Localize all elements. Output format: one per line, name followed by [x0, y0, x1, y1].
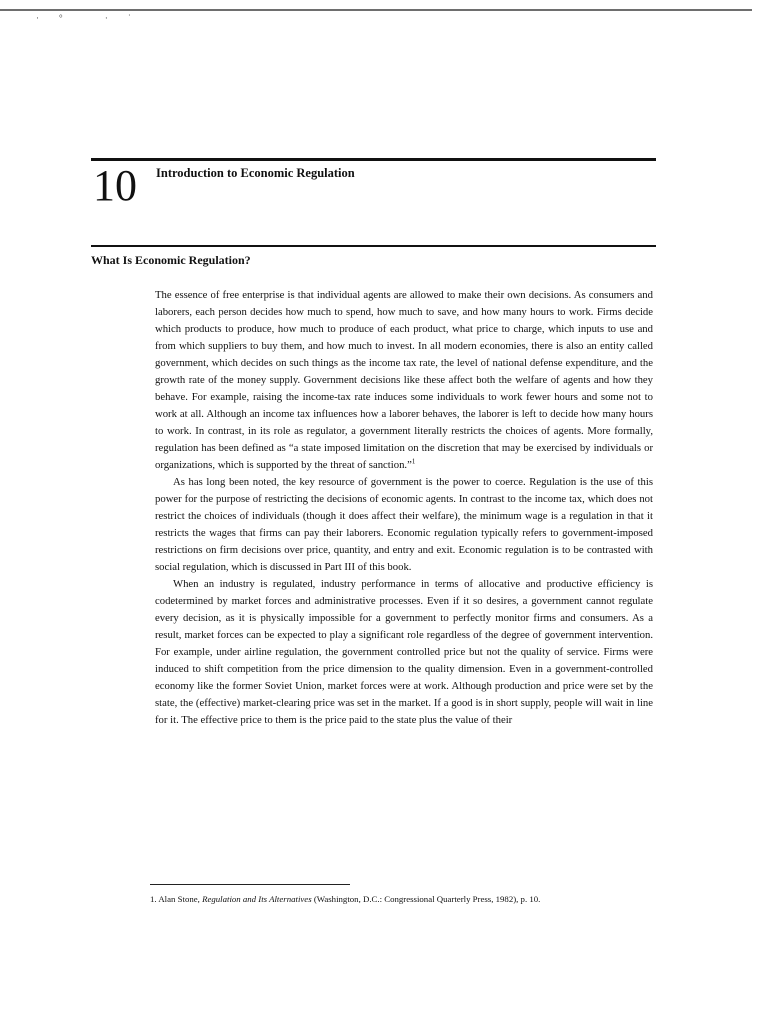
footnote-rule — [150, 884, 350, 885]
body-text — [155, 287, 653, 729]
paragraph-2: As has long been noted, the key resource of government is the power to coerce. Regulation is the use of this power for the purpose of restricting the decisions of economic agents. In contrast to the income tax, which does not restrict the choices of individuals (though it does affect their welfare), the minimum wage is a regulation in that it restricts the wages that firms can pay their laborers. Economic regulation typically refers to government-imposed restrictions on firm decisions over price, quantity, and entry and exit. Economic regulation is to be contrasted with social regulation, which is discussed in Part III of this book. — [155, 476, 653, 573]
scan-specks: ·° ·˙ — [36, 13, 151, 23]
section-rule — [91, 245, 656, 247]
paragraph-3: When an industry is regulated, industry performance in terms of allocative and productive efficiency is codetermined by market forces and administrative processes. Even if it so desires, a government cannot regulate every decision, as it is physically impossible for a government to perfectly monitor firms and consumers. As a result, market forces can be expected to play a significant role regardless of the degree of government intervention. For example, under airline regulation, the government controlled price but not the quality of service. Firms were induced to shift competition from the price dimension to the quality dimension. Even in a government-controlled economy like the former Soviet Union, market forces were at work. Although production and price were set by the state, the (effective) market-clearing price was set in the market. If a good is in short supply, people will wait in line for it. The effective price to them is the price paid to the state plus the value of their — [155, 578, 653, 726]
chapter-rule — [91, 158, 656, 161]
section-heading: What Is Economic Regulation? — [91, 253, 251, 267]
footnote-publication: (Washington, D.C.: Congressional Quarterly Press, 1982), p. 10. — [313, 894, 541, 904]
chapter-title: Introduction to Economic Regulation — [156, 166, 355, 180]
chapter-number: 10 — [93, 161, 137, 210]
scan-top-border — [0, 9, 752, 11]
footnote — [150, 893, 670, 905]
footnote-reference: 1 — [411, 457, 416, 466]
footnote-author: Alan Stone, — [158, 894, 200, 904]
paragraph-1-text: The essence of free enterprise is that individual agents are allowed to make their own decisions. As consumers and laborers, each person decides how much to spend, how much to save, and how many hours to work. Firms decide which products to produce, how much to produce of each product, what price to charge, which inputs to use and from which suppliers to buy them, and how much to invest. In all modern economies, there is also an entity called government, which decides on such things as the income tax rate, the level of national defense expenditure, and the growth rate of the money supply. Government decisions like these affect both the welfare of agents and how they behave. For example, raising the income-tax rate induces some individuals to work fewer hours and some not to work at all. Although an income tax influences how a laborer behaves, the laborer is left to decide how many hours to work. In contrast, in its role as regulator, a government literally restricts the choices of agents. More formally, regulation has been defined as “a state imposed limitation on the discretion that may be exercised by individuals or organizations, which is supported by the threat of sanction.” — [155, 289, 653, 471]
footnote-number: 1. — [150, 894, 157, 904]
paragraph-1 — [155, 287, 653, 474]
footnote-title: Regulation and Its Alternatives — [202, 894, 312, 904]
